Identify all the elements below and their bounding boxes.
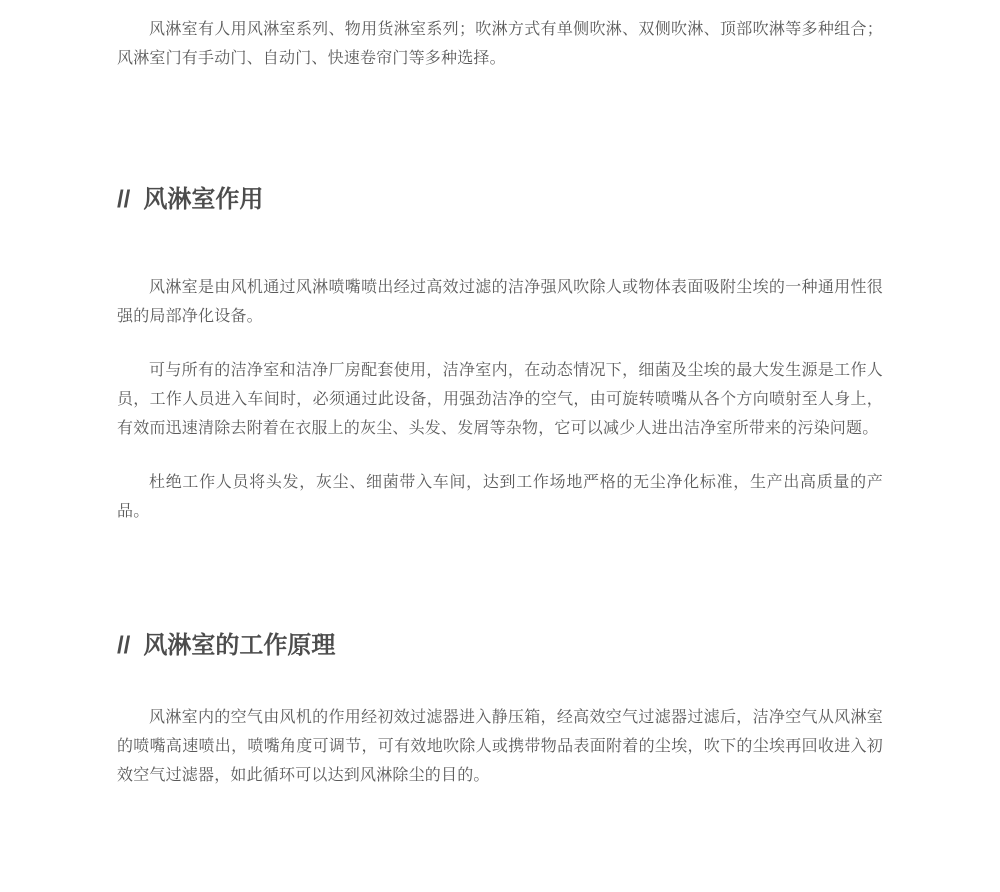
heading-slash-marker: // [117, 186, 131, 213]
section-air-shower-function [117, 185, 883, 526]
section-heading [117, 185, 883, 215]
intro-paragraph: 风淋室有人用风淋室系列、物用货淋室系列；吹淋方式有单侧吹淋、双侧吹淋、顶部吹淋等多种组合；风淋室门有手动门、自动门、快速卷帘门等多种选择。 [117, 21, 883, 67]
paragraph: 可与所有的洁净室和洁净厂房配套使用，洁净室内，在动态情况下，细菌及尘埃的最大发生源是工作人员，工作人员进入车间时，必须通过此设备，用强劲洁净的空气，由可旋转喷嘴从各个方向喷射至人身上，有效而迅速清除去附着在衣服上的灰尘、头发、发屑等杂物，它可以减少人进出洁净室所带来的污染问题。 [117, 362, 883, 437]
content-column [117, 0, 883, 790]
heading-slash-marker: // [117, 632, 131, 659]
paragraph: 杜绝工作人员将头发，灰尘、细菌带入车间，达到工作场地严格的无尘净化标准，生产出高质量的产品。 [117, 474, 883, 520]
paragraph: 风淋室是由风机通过风淋喷嘴喷出经过高效过滤的洁净强风吹除人或物体表面吸附尘埃的一种通用性很强的局部净化设备。 [117, 279, 883, 325]
section-heading-text: 风淋室的工作原理 [143, 632, 336, 659]
section-heading [117, 631, 883, 661]
section-working-principle [117, 631, 883, 790]
section-heading-text: 风淋室作用 [143, 186, 264, 213]
paragraph: 风淋室内的空气由风机的作用经初效过滤器进入静压箱，经高效空气过滤器过滤后，洁净空气从风淋室的喷嘴高速喷出，喷嘴角度可调节，可有效地吹除人或携带物品表面附着的尘埃，吹下的尘埃再回收进入初效空气过滤器，如此循环可以达到风淋除尘的目的。 [117, 709, 883, 784]
